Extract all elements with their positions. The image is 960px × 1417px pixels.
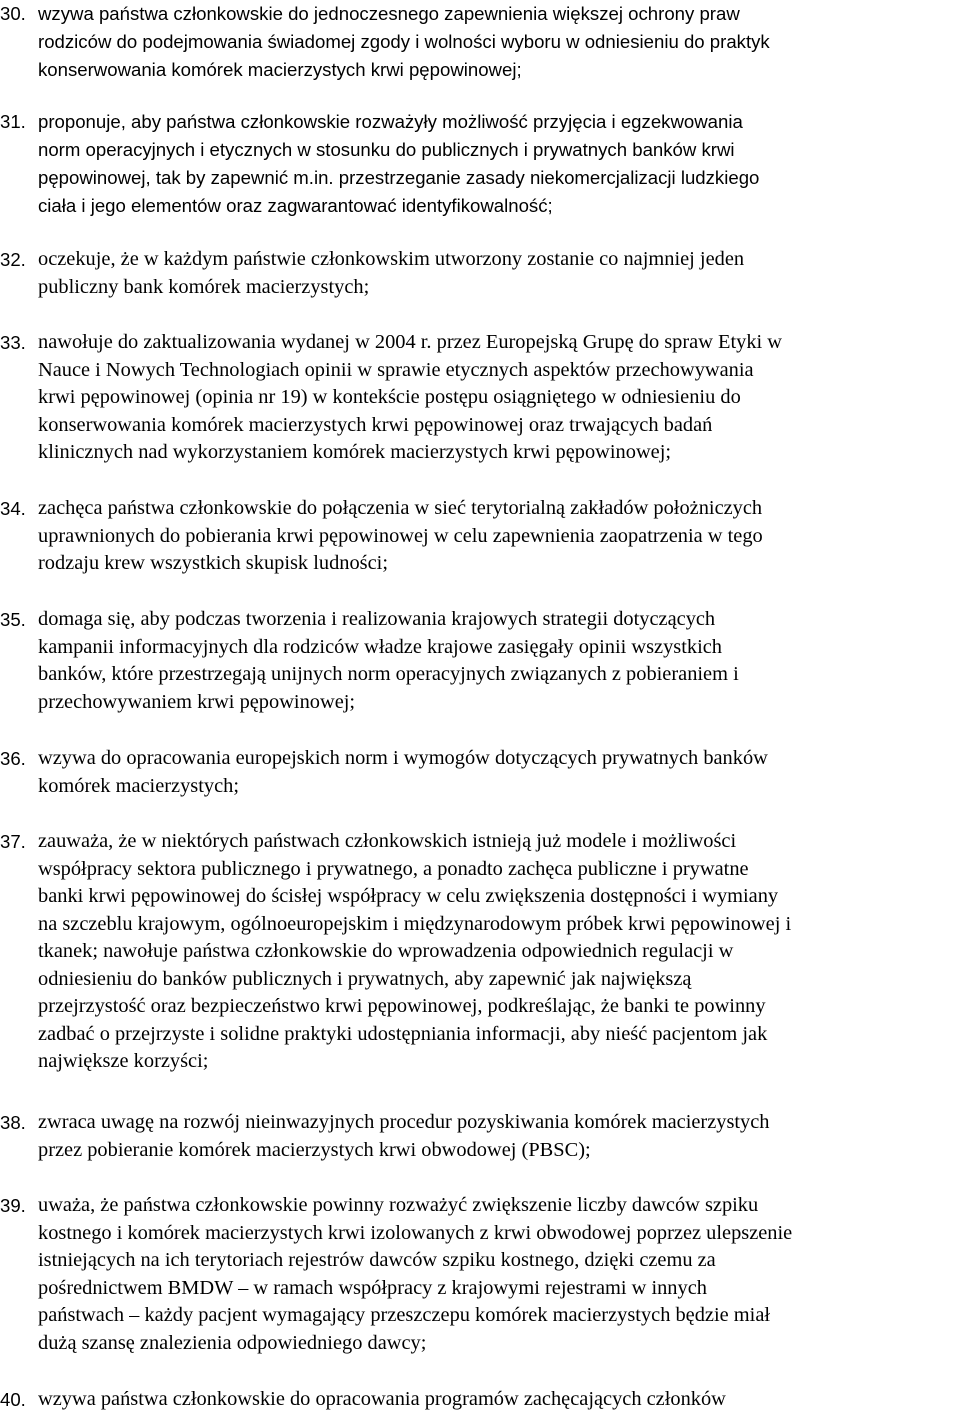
- paragraph-line: uważa, że państwa członkowskie powinny rozważyć zwiększenie liczby dawców szpiku: [38, 1194, 759, 1216]
- paragraph-line: banków, które przestrzegają unijnych norm operacyjnych związanych z pobieraniem i: [38, 663, 739, 685]
- paragraph-line: proponuje, aby państwa członkowskie rozważyły możliwość przyjęcia i egzekwowania: [38, 111, 743, 132]
- paragraph-line: kampanii informacyjnych dla rodziców władze krajowe zasięgały opinii wszystkich: [38, 635, 722, 658]
- paragraph-line: pośrednictwem BMDW – w ramach współpracy z krajowymi rejestrami w innych: [38, 1276, 707, 1299]
- paragraph-line: krwi pępowinowej (opinia nr 19) w kontekście postępu osiągniętego w odniesieniu do: [38, 386, 741, 408]
- paragraph-35: [0, 606, 739, 716]
- paragraph-line: banki krwi pępowinowej do ścisłej współpracy w celu zwiększenia dostępności i wymiany: [38, 885, 779, 907]
- paragraph-line: największe korzyści;: [38, 1050, 209, 1072]
- paragraph-32: [0, 246, 744, 301]
- paragraph-number: 30.: [0, 3, 26, 24]
- paragraph-line: państwach – każdy pacjent wymagający przeszczepu komórek macierzystych będzie miał: [38, 1304, 771, 1326]
- paragraph-line: dużą szansę znalezienia odpowiedniego dawcy;: [38, 1331, 427, 1354]
- paragraph-line: zauważa, że w niektórych państwach członkowskich istnieją już modele i możliwości: [38, 830, 737, 852]
- paragraph-line: oczekuje, że w każdym państwie członkowskim utworzony zostanie co najmniej jeden: [38, 248, 745, 270]
- paragraph-line: wzywa państwa członkowskie do jednoczesnego zapewnienia większej ochrony praw: [38, 3, 740, 24]
- paragraph-line: przechowywaniem krwi pępowinowej;: [38, 690, 356, 713]
- paragraph-line: nawołuje do zaktualizowania wydanej w 2004 r. przez Europejską Grupę do spraw Etyki w: [38, 331, 783, 353]
- paragraph-line: na szczeblu krajowym, ogólnoeuropejskim i międzynarodowym próbek krwi pępowinowej i: [38, 912, 792, 935]
- paragraph-39: [0, 1192, 792, 1357]
- paragraph-line: Nauce i Nowych Technologiach opinii w sprawie etycznych aspektów przechowywania: [38, 358, 754, 381]
- paragraph-31: [0, 108, 759, 220]
- paragraph-number: 34.: [0, 498, 26, 519]
- paragraph-37: [0, 828, 791, 1076]
- paragraph-line: wzywa państwa członkowskie do opracowania programów zachęcających członków: [38, 1388, 726, 1410]
- paragraph-number: 31.: [0, 111, 26, 132]
- paragraph-line: rodzaju krew wszystkich skupisk ludności;: [38, 552, 388, 574]
- paragraph-line: zwraca uwagę na rozwój nieinwazyjnych procedur pozyskiwania komórek macierzystych: [38, 1111, 770, 1133]
- paragraph-line: komórek macierzystych;: [38, 774, 239, 797]
- paragraph-line: uprawnionych do pobierania krwi pępowinowej w celu zapewnienia zaopatrzenia w tego: [38, 524, 763, 547]
- paragraph-number: 36.: [0, 748, 26, 769]
- paragraph-line: istniejących na ich terytoriach rejestrów dawców szpiku kostnego, dzięki czemu za: [38, 1249, 716, 1271]
- paragraph-line: pępowinowej, tak by zapewnić m.in. przestrzeganie zasady niekomercjalizacji ludzkiego: [38, 167, 760, 188]
- paragraph-line: rodziców do podejmowania świadomej zgody i wolności wyboru w odniesieniu do praktyk: [38, 31, 770, 52]
- paragraph-line: publiczny bank komórek macierzystych;: [38, 275, 370, 298]
- paragraph-36: [0, 745, 768, 800]
- paragraph-number: 39.: [0, 1195, 26, 1216]
- paragraph-line: zadbać o przejrzyste i solidne praktyki udostępniania informacji, aby nieść pacjentom jak: [38, 1022, 768, 1045]
- paragraph-40: [0, 1386, 726, 1414]
- paragraph-number: 35.: [0, 609, 26, 630]
- paragraph-line: norm operacyjnych i etycznych w stosunku do publicznych i prywatnych banków krwi: [38, 139, 735, 160]
- paragraph-line: przez pobieranie komórek macierzystych krwi obwodowej (PBSC);: [38, 1138, 591, 1161]
- paragraph-number: 40.: [0, 1389, 26, 1410]
- paragraph-line: ciała i jego elementów oraz zagwarantować identyfikowalność;: [38, 195, 553, 216]
- paragraph-number: 32.: [0, 249, 26, 270]
- paragraph-line: zachęca państwa członkowskie do połączenia w sieć terytorialną zakładów położniczych: [38, 497, 763, 519]
- paragraph-line: tkanek; nawołuje państwa członkowskie do wprowadzenia odpowiednich regulacji w: [38, 940, 734, 962]
- paragraph-line: odniesieniu do banków publicznych i prywatnych, aby zapewnić jak największą: [38, 967, 692, 990]
- paragraph-33: [0, 329, 782, 467]
- paragraph-number: 37.: [0, 831, 26, 852]
- paragraph-line: klinicznych nad wykorzystaniem komórek macierzystych krwi pępowinowej;: [38, 441, 672, 463]
- paragraph-line: kostnego i komórek macierzystych krwi izolowanych z krwi obwodowej poprzez ulepszenie: [38, 1221, 793, 1244]
- paragraph-38: [0, 1109, 770, 1164]
- paragraph-number: 33.: [0, 332, 26, 353]
- paragraph-line: konserwowania komórek macierzystych krwi pępowinowej oraz trwających badań: [38, 413, 713, 436]
- paragraph-line: przejrzystość oraz bezpieczeństwo krwi pępowinowej, podkreślając, że banki te powinny: [38, 995, 766, 1017]
- paragraph-30: [0, 0, 770, 84]
- paragraph-line: domaga się, aby podczas tworzenia i realizowania krajowych strategii dotyczących: [38, 608, 716, 630]
- paragraph-34: [0, 495, 763, 578]
- paragraph-number: 38.: [0, 1112, 26, 1133]
- paragraph-line: wzywa do opracowania europejskich norm i wymogów dotyczących prywatnych banków: [38, 747, 768, 769]
- paragraph-line: współpracy sektora publicznego i prywatnego, a ponadto zachęca publiczne i prywatne: [38, 857, 749, 880]
- paragraph-line: konserwowania komórek macierzystych krwi pępowinowej;: [38, 59, 522, 80]
